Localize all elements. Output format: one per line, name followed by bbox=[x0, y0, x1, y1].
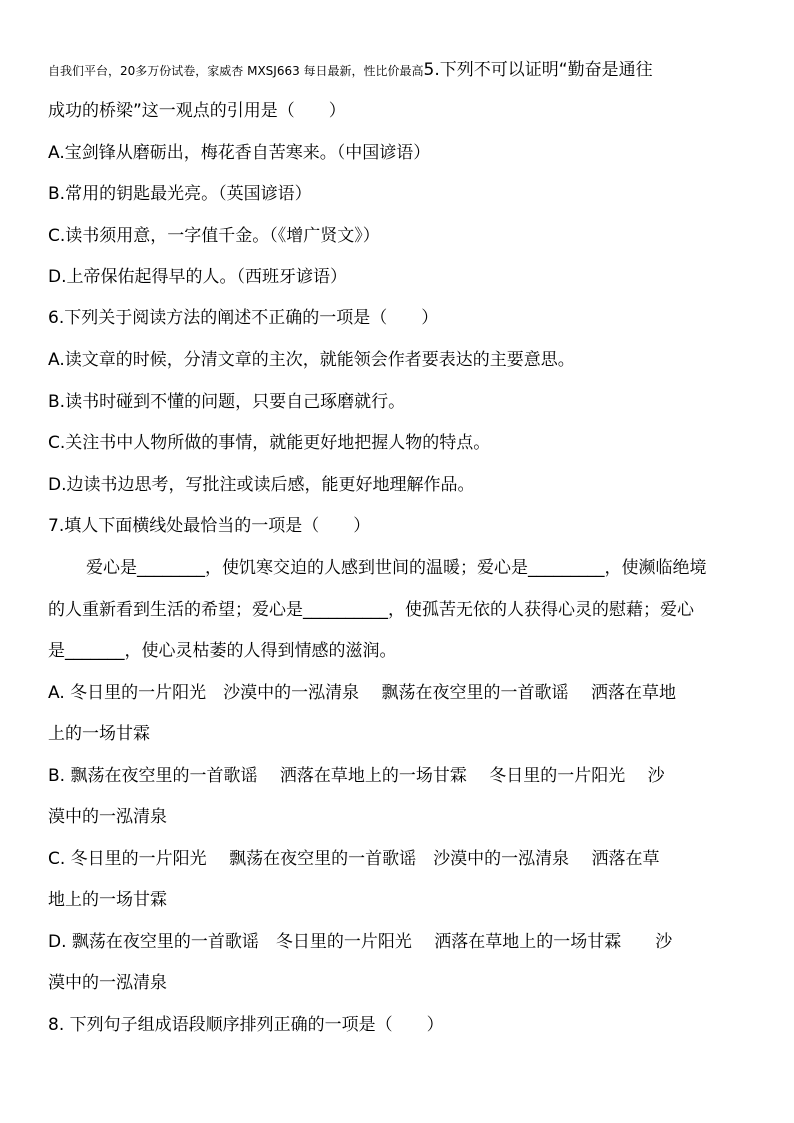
q7-passage-line: 的人重新看到生活的希望；爱心是__________，使孤苦无依的人获得心灵的慰藉；爱心 bbox=[48, 600, 694, 620]
q6-option-a: A.读文章的时候，分清文章的主次，就能领会作者要表达的主要意思。 bbox=[48, 350, 575, 370]
q6-stem: 6.下列关于阅读方法的阐述不正确的一项是（ ） bbox=[48, 308, 439, 328]
q7-stem: 7.填人下面横线处最恰当的一项是（ ） bbox=[48, 516, 371, 536]
q5-option-b: B.常用的钥匙最光亮。（英国谚语） bbox=[48, 184, 312, 204]
q7-option-d: D. 飘荡在夜空里的一首歌谣 冬日里的一片阳光 洒落在草地上的一场甘霖 沙 bbox=[48, 932, 673, 952]
q5-stem-start: 5.下列不可以证明“勤奋是通往 bbox=[423, 60, 653, 80]
q6-option-c: C.关注书中人物所做的事情，就能更好地把握人物的特点。 bbox=[48, 433, 491, 453]
q5-option-c: C.读书须用意，一字值千金。（《增广贤文》） bbox=[48, 226, 380, 246]
q8-stem: 8. 下列句子组成语段顺序排列正确的一项是（ ） bbox=[48, 1015, 444, 1035]
q7-option-d-cont: 漠中的一泓清泉 bbox=[48, 973, 167, 993]
q5-stem-end: 成功的桥梁”这一观点的引用是（ ） bbox=[48, 101, 346, 121]
q6-option-d: D.边读书边思考，写批注或读后感，能更好地理解作品。 bbox=[48, 475, 475, 495]
q7-passage-line: 爱心是________，使饥寒交迫的人感到世间的温暖；爱心是_________，使濒临绝境 bbox=[86, 558, 707, 578]
q5-option-d: D.上帝保佑起得早的人。（西班牙谚语） bbox=[48, 267, 347, 287]
q7-option-c-cont: 地上的一场甘霖 bbox=[48, 890, 167, 910]
q7-option-b-cont: 漠中的一泓清泉 bbox=[48, 807, 167, 827]
q5-option-a: A.宝剑锋从磨砺出，梅花香自苦寒来。（中国谚语） bbox=[48, 143, 431, 163]
q7-option-c: C. 冬日里的一片阳光 飘荡在夜空里的一首歌谣 沙漠中的一泓清泉 洒落在草 bbox=[48, 849, 660, 869]
q7-option-b: B. 飘荡在夜空里的一首歌谣 洒落在草地上的一场甘霖 冬日里的一片阳光 沙 bbox=[48, 766, 665, 786]
q7-passage-line: 是_______，使心灵枯萎的人得到情感的滋润。 bbox=[48, 641, 397, 661]
ad-text: 自我们平台，20多万份试卷，家威杏 MXSJ663 每日最新，性比价最高 bbox=[48, 64, 424, 78]
q7-option-a: A. 冬日里的一片阳光 沙漠中的一泓清泉 飘荡在夜空里的一首歌谣 洒落在草地 bbox=[48, 683, 676, 703]
q6-option-b: B.读书时碰到不懂的问题，只要自己琢磨就行。 bbox=[48, 392, 406, 412]
q7-option-a-cont: 上的一场甘霖 bbox=[48, 724, 150, 744]
q5-first-line bbox=[48, 58, 653, 83]
